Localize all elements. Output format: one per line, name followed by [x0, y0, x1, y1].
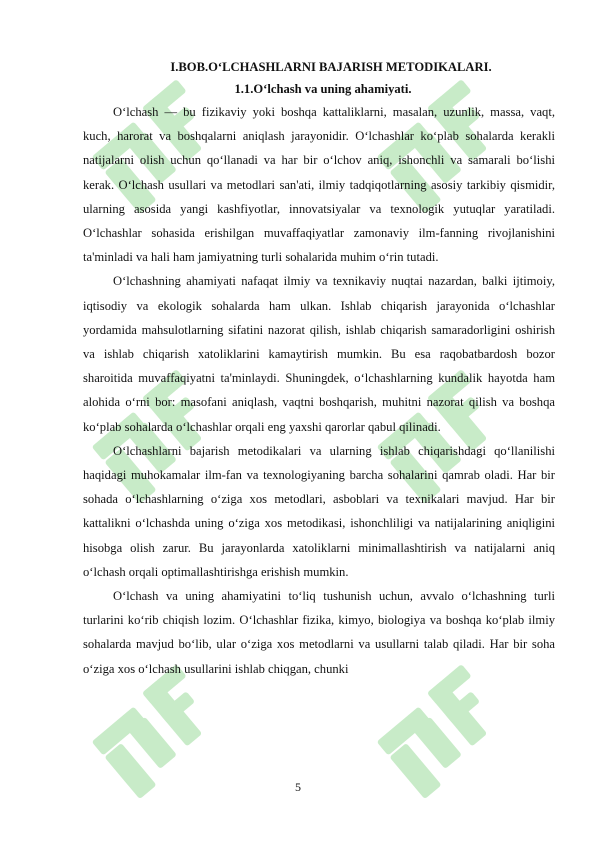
paragraph: O‘lchash — bu fizikaviy yoki boshqa kattaliklarni, masalan, uzunlik, massa, vaqt, kuch, harorat va boshqalarni aniqlash jarayonidir. O‘lchashlar ko‘plab sohalarda kerakli natijalarni olish uchun qo‘llanadi va har bir o‘lchov aniq, ishonchli va samarali bo‘lishi kerak. O‘lchash usullari va metodlari san'ati, ilmiy tadqiqotlarning asosiy tarkibiy qismidir, ularning asosida yangi kashfiyotlar, innovatsiyalar va texnologik yutuqlar yaratiladi. O‘lchashlar sohasida erishilgan muvaffaqiyatlar zamonaviy ilm-fanning rivojlanishini ta'minladi va hali ham jamiyatning turli sohalarida muhim o‘rin tutadi.: [83, 105, 555, 265]
paragraph: O‘lchash va uning ahamiyatini to‘liq tushunish uchun, avvalo o‘lchashning turli turlarini ko‘rib chiqish lozim. O‘lchashlar fizika, kimyo, biologiya va boshqa ko‘plab ilmiy sohalarda mavjud bo‘lib, ular o‘ziga xos metodlarni va usullarni talab qiladi. Har bir soha o‘ziga xos o‘lchash usullarini ishlab chiqgan, chunki: [83, 589, 555, 676]
paragraph: O‘lchashlarni bajarish metodikalari va ularning ishlab chiqarishdagi qo‘llanilishi haqidagi muhokamalar ilm-fan va texnologiyaning barcha sohalarini qamrab oladi. Har bir sohada o‘lchashlarning o‘ziga xos metodlari, asboblari va texnikalari mavjud. Har bir kattalikni o‘lchashda uning o‘ziga xos metodikasi, ishonchliligi va natijalarining aniqligini hisobga olish zarur. Bu jarayonlarda xatoliklarni minimallashtirish va natijalarni aniq o‘lchash orqali optimallashtirishga erishish mumkin.: [83, 443, 555, 579]
chapter-title: I.BOB.O‘LCHASHLARNI BAJARISH METODIKALARI.: [170, 60, 492, 74]
paragraph: O‘lchashning ahamiyati nafaqat ilmiy va texnikaviy nuqtai nazardan, balki ijtimoiy, iqtisodiy va ekologik sohalarda ham ulkan. Ishlab chiqarish jarayonida o‘lchashlar yordamida mahsulotlarning sifatini nazorat qilish, ishlab chiqarish samaradorligini oshirish va ishlab chiqarish xatoliklarini kamaytirish mumkin. Bu esa raqobatbardosh bozor sharoitida muvaffaqiyatni ta'minlaydi. Shuningdek, o‘lchashlarning kundalik hayotda ham alohida o‘rni bor: masofani aniqlash, vaqtni boshqarish, muhitni nazorat qilish va boshqa ko‘plab sohalarda o‘lchashlar orqali eng yaxshi qarorlar qabul qilinadi.: [83, 274, 555, 434]
document-body: [83, 56, 555, 681]
page-number: 5: [295, 780, 301, 794]
section-title: 1.1.O‘lchash va uning ahamiyati.: [234, 82, 412, 96]
